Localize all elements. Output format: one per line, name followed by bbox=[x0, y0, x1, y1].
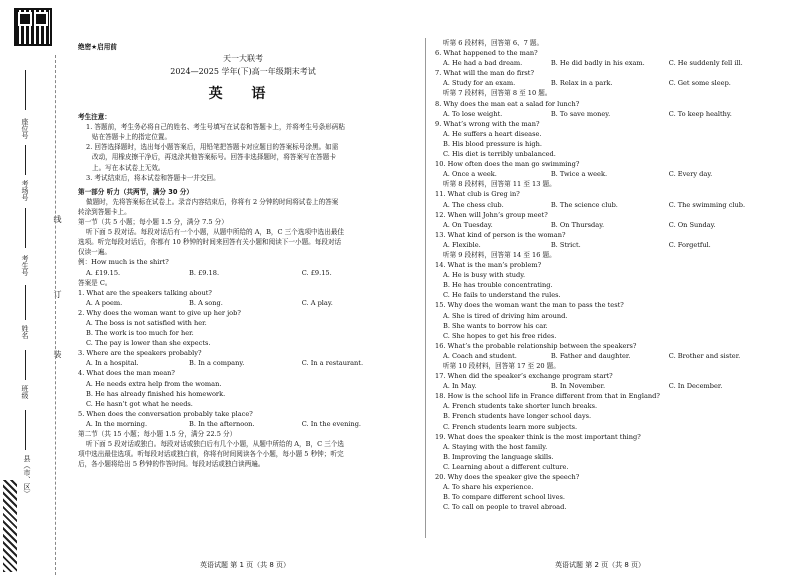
answer-option: B. In November. bbox=[550, 382, 606, 391]
question-stem: 14. What is the man’s problem? bbox=[435, 261, 542, 270]
answer-option: B. He has trouble concentrating. bbox=[443, 281, 553, 290]
union-title: 天一大联考 bbox=[223, 54, 263, 64]
example-answer: 答案是 C。 bbox=[78, 278, 112, 287]
question-stem: 8. Why does the man eat a salad for lunch? bbox=[435, 99, 580, 108]
seat-number-label: 座位号 bbox=[21, 118, 29, 139]
answer-option: A. He suffers a heart disease. bbox=[443, 129, 542, 138]
answer-option: A. In a hospital. bbox=[86, 359, 139, 368]
answer-option: A. French students take shorter lunch breaks. bbox=[443, 402, 598, 411]
answer-option: A. He had a bad dream. bbox=[443, 59, 523, 68]
question-stem: 10. How often does the man go swimming? bbox=[435, 160, 580, 169]
section2-intro: 后，各小题将给出 5 秒钟的作答时间。每段对话或独白读两遍。 bbox=[78, 460, 265, 469]
answer-option: B. To compare different school lives. bbox=[443, 493, 565, 502]
qr-code-icon bbox=[14, 8, 52, 46]
fill-line bbox=[25, 350, 26, 380]
answer-option: B. To save money. bbox=[550, 109, 611, 118]
answer-option: A. He is busy with study. bbox=[443, 271, 526, 280]
question-stem: 15. Why does the woman want the man to pass the test? bbox=[435, 301, 624, 310]
listening-instruction: 听第 6 段材料，回答第 6、7 题。 bbox=[443, 39, 544, 47]
part1-heading: 第一部分 听力（共两节，满分 30 分） bbox=[78, 187, 193, 196]
question-stem: 17. When did the speaker’s exchange program start? bbox=[435, 372, 613, 381]
section1-intro: 选项。听完每段对话后，你都有 10 秒钟的时间来回答有关小题和阅读下一小题。每段对话 bbox=[78, 238, 342, 247]
section1-heading: 第一节（共 5 小题；每小题 1.5 分，满分 7.5 分） bbox=[78, 218, 228, 227]
question-stem: 18. How is the school life in France different from that in England? bbox=[435, 392, 660, 401]
cut-mark-install: 装 bbox=[53, 350, 62, 358]
option-row bbox=[78, 358, 408, 368]
page-footer-left: 英语试题 第 1 页（共 8 页） bbox=[200, 561, 291, 569]
option-row bbox=[435, 58, 780, 68]
answer-option: C. He hasn’t got what he needs. bbox=[86, 399, 193, 408]
notice-line: 上。写在本试卷上无效。 bbox=[92, 163, 165, 172]
answer-option: C. Learning about a different culture. bbox=[443, 462, 569, 471]
example-option: C. £9.15. bbox=[301, 268, 332, 277]
notice-line: 1. 答题前，考生务必将自己的姓名、考生号填写在试卷和答题卡上，并将考生号条形码粘 bbox=[86, 123, 345, 132]
answer-option: A. Once a week. bbox=[443, 170, 497, 179]
answer-option: A. Coach and student. bbox=[443, 351, 517, 360]
column-divider bbox=[425, 38, 426, 538]
answer-option: B. French students have longer school days. bbox=[443, 412, 592, 421]
answer-option: C. The pay is lower than she expects. bbox=[86, 339, 211, 348]
example-question: 例：How much is the shirt? bbox=[78, 258, 169, 267]
answer-option: C. In December. bbox=[668, 382, 723, 391]
question-stem: 12. When will John’s group meet? bbox=[435, 210, 548, 219]
left-column bbox=[78, 42, 408, 469]
right-column bbox=[435, 38, 780, 512]
option-row bbox=[78, 298, 408, 308]
answer-option: B. In the afternoon. bbox=[189, 419, 255, 428]
answer-option: B. The science club. bbox=[550, 200, 618, 209]
part1-intro: 做题时，先将答案标在试卷上。录音内容结束后，你将有 2 分钟的时间将试卷上的答案 bbox=[86, 197, 339, 206]
section2-intro: 项中选出最佳选项。听每段对话或独白前，你将有时间阅读各个小题，每小题 5 秒钟；听完 bbox=[78, 450, 344, 459]
answer-option: A. In May. bbox=[443, 382, 477, 391]
option-row bbox=[435, 78, 780, 88]
notice-line: 2. 回答选择题时，选出每小题答案后，用铅笔把答题卡对应题目的答案标号涂黑。如需 bbox=[86, 143, 339, 152]
cut-line bbox=[55, 55, 56, 575]
answer-option: C. Brother and sister. bbox=[668, 351, 741, 360]
example-options bbox=[78, 268, 408, 278]
answer-option: A. Staying with the host family. bbox=[443, 442, 548, 451]
answer-option: C. Get some sleep. bbox=[668, 79, 731, 88]
answer-option: B. The work is too much for her. bbox=[86, 329, 194, 338]
notice-line: 贴在答题卡上的指定位置。 bbox=[92, 133, 172, 142]
notice-heading: 考生注意： bbox=[78, 113, 111, 122]
exam-title: 2024—2025 学年(下)高一年级期末考试 bbox=[170, 67, 316, 77]
answer-option: B. On Thursday. bbox=[550, 220, 605, 229]
answer-option: B. Twice a week. bbox=[550, 170, 608, 179]
option-row bbox=[78, 419, 408, 429]
section1-intro: 仅读一遍。 bbox=[78, 248, 111, 257]
hatch-pattern bbox=[3, 480, 17, 572]
example-option: B. £9.18. bbox=[189, 268, 220, 277]
option-row bbox=[435, 109, 780, 119]
answer-option: B. She wants to borrow his car. bbox=[443, 321, 548, 330]
option-row bbox=[435, 220, 780, 230]
answer-option: A. A poem. bbox=[86, 298, 123, 307]
answer-option: A. To share his experience. bbox=[443, 483, 534, 492]
fill-line bbox=[25, 285, 26, 320]
answer-option: B. Relax in a park. bbox=[550, 79, 613, 88]
question-stem: 1. What are the speakers talking about? bbox=[78, 288, 212, 297]
county-label: 县（市、区） bbox=[23, 455, 31, 497]
answer-option: C. The swimming club. bbox=[668, 200, 746, 209]
listening-instruction: 听第 7 段材料，回答第 8 至 10 题。 bbox=[443, 89, 552, 98]
answer-option: B. Strict. bbox=[550, 240, 581, 249]
answer-option: B. A song. bbox=[189, 298, 223, 307]
fill-line bbox=[25, 410, 26, 450]
answer-option: C. To call on people to travel abroad. bbox=[443, 503, 567, 512]
section1-intro: 听下面 5 段对话。每段对话后有一个小题，从题中所给的 A，B，C 三个选项中选出最佳 bbox=[86, 228, 345, 237]
page-footer-right: 英语试题 第 2 页（共 8 页） bbox=[555, 561, 646, 569]
subject-title: 英 语 bbox=[208, 86, 278, 103]
question-stem: 9. What’s wrong with the man? bbox=[435, 119, 540, 128]
question-stem: 7. What will the man do first? bbox=[435, 69, 534, 78]
answer-option: C. A play. bbox=[301, 298, 333, 307]
answer-option: B. He has already finished his homework. bbox=[86, 389, 226, 398]
option-row bbox=[435, 351, 780, 361]
question-stem: 5. When does the conversation probably take place? bbox=[78, 409, 253, 418]
question-stem: 13. What kind of person is the woman? bbox=[435, 230, 566, 239]
option-row bbox=[435, 240, 780, 250]
option-row bbox=[435, 381, 780, 391]
notice-line: 3. 考试结束后，将本试卷和答题卡一并交回。 bbox=[86, 173, 220, 182]
cut-mark-bind: 订 bbox=[53, 290, 62, 298]
answer-option: C. In a restaurant. bbox=[301, 359, 364, 368]
secret-mark: 绝密★启用前 bbox=[78, 43, 117, 51]
notice-line: 改动，用橡皮擦干净后，再选涂其他答案标号。回答非选择题时，将答案写在答题卡 bbox=[92, 153, 336, 162]
fill-line bbox=[25, 208, 26, 248]
answer-option: A. He needs extra help from the woman. bbox=[86, 379, 222, 388]
answer-option: C. Forgetful. bbox=[668, 240, 711, 249]
fill-line bbox=[25, 145, 26, 175]
answer-option: A. In the morning. bbox=[86, 419, 148, 428]
answer-option: A. The chess club. bbox=[443, 200, 504, 209]
answer-option: B. In a company. bbox=[189, 359, 245, 368]
question-stem: 20. Why does the speaker give the speech? bbox=[435, 473, 580, 482]
answer-option: C. To keep healthy. bbox=[668, 109, 732, 118]
section2-heading: 第二节（共 15 小题；每小题 1.5 分，满分 22.5 分） bbox=[78, 430, 237, 438]
answer-option: B. Father and daughter. bbox=[550, 351, 631, 360]
binding-strip bbox=[0, 0, 62, 579]
answer-option: A. The boss is not satisfied with her. bbox=[86, 318, 207, 327]
example-option: A. £19.15. bbox=[86, 268, 121, 277]
answer-option: C. He suddenly fell ill. bbox=[668, 59, 743, 68]
answer-option: B. He did badly in his exam. bbox=[550, 59, 645, 68]
question-stem: 19. What does the speaker think is the most important thing? bbox=[435, 432, 641, 441]
answer-option: C. Every day. bbox=[668, 170, 713, 179]
option-row bbox=[435, 200, 780, 210]
listening-instruction: 听第 10 段材料，回答第 17 至 20 题。 bbox=[443, 362, 560, 370]
option-row bbox=[435, 169, 780, 179]
class-label: 班级 bbox=[21, 385, 29, 399]
left-question-list bbox=[78, 288, 408, 429]
part1-intro: 转涂到答题卡上。 bbox=[78, 207, 131, 216]
answer-option: A. Study for an exam. bbox=[443, 79, 516, 88]
answer-option: C. She hopes to get his free rides. bbox=[443, 331, 557, 340]
question-stem: 6. What happened to the man? bbox=[435, 49, 538, 58]
answer-option: C. His diet is terribly unbalanced. bbox=[443, 150, 556, 159]
student-number-label: 考生号 bbox=[21, 255, 29, 276]
answer-option: C. French students learn more subjects. bbox=[443, 422, 578, 431]
question-stem: 3. Where are the speakers probably? bbox=[78, 349, 202, 358]
fill-line bbox=[25, 70, 26, 110]
question-stem: 16. What’s the probable relationship between the speakers? bbox=[435, 341, 637, 350]
answer-option: B. His blood pressure is high. bbox=[443, 139, 542, 148]
cut-mark-line: 线 bbox=[53, 215, 62, 223]
name-label: 姓名 bbox=[21, 325, 29, 339]
answer-option: C. He fails to understand the rules. bbox=[443, 291, 561, 300]
section2-intro: 听下面 5 段对话或独白。每段对话或独白后有几个小题，从题中所给的 A，B，C 三个选 bbox=[86, 440, 345, 449]
question-stem: 11. What club is Greg in? bbox=[435, 190, 520, 199]
answer-option: C. In the evening. bbox=[301, 419, 362, 428]
question-stem: 2. Why does the woman want to give up her job? bbox=[78, 308, 241, 317]
answer-option: A. On Tuesday. bbox=[443, 220, 493, 229]
listening-instruction: 听第 9 段材料，回答第 14 至 16 题。 bbox=[443, 250, 556, 259]
room-number-label: 考场号 bbox=[21, 180, 29, 201]
answer-option: C. On Sunday. bbox=[668, 220, 716, 229]
question-stem: 4. What does the man mean? bbox=[78, 369, 175, 378]
answer-option: A. She is tired of driving him around. bbox=[443, 311, 568, 320]
answer-option: A. To lose weight. bbox=[443, 109, 503, 118]
listening-instruction: 听第 8 段材料，回答第 11 至 13 题。 bbox=[443, 180, 556, 189]
answer-option: A. Flexible. bbox=[443, 240, 481, 249]
answer-option: B. Improving the language skills. bbox=[443, 452, 554, 461]
